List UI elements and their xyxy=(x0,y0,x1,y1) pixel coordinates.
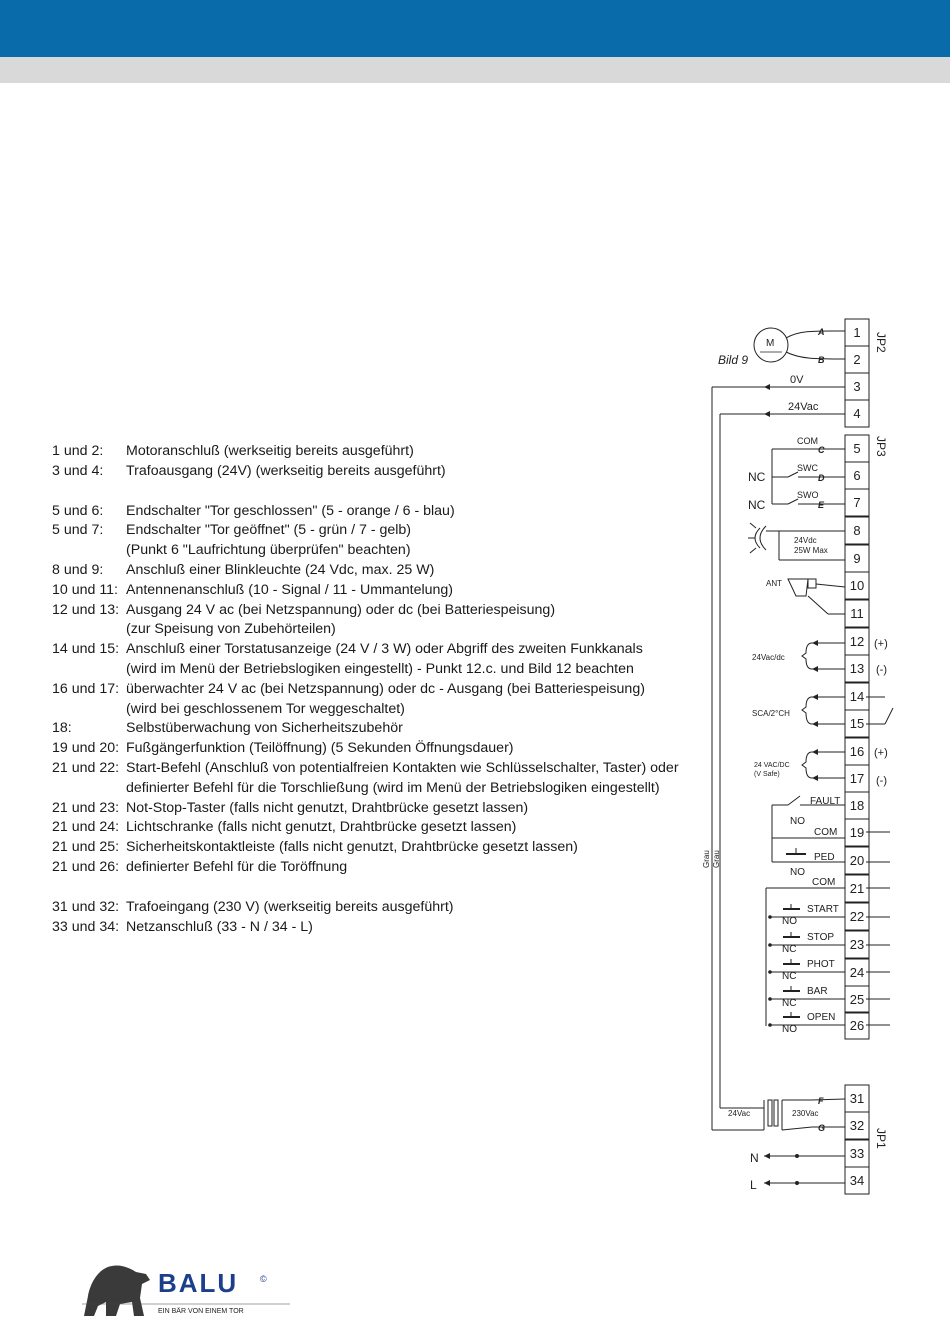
svg-text:PED: PED xyxy=(814,852,835,863)
svg-text:(+): (+) xyxy=(874,638,888,650)
terminal-number: 5 xyxy=(853,441,861,456)
legend-text: Not-Stop-Taster (falls nicht genutzt, Drahtbrücke gesetzt lassen) xyxy=(126,799,529,816)
wire-b: B xyxy=(818,355,825,365)
svg-text:SCA/2°CH: SCA/2°CH xyxy=(752,709,790,718)
terminal-number: 21 xyxy=(849,881,865,896)
legend-row xyxy=(52,818,692,838)
svg-text:M: M xyxy=(766,338,775,349)
wiring-diagram xyxy=(700,300,900,1200)
terminal-number: 19 xyxy=(849,825,865,840)
flashing-lamp xyxy=(748,523,845,560)
terminal-number: 2 xyxy=(853,352,861,367)
terminal-number: 18 xyxy=(849,798,865,813)
legend-row xyxy=(52,719,692,739)
terminal-number: 16 xyxy=(849,744,865,759)
legend-text: (zur Speisung von Zubehörteilen) xyxy=(126,621,336,638)
terminal-number: 24 xyxy=(849,965,865,980)
balu-logo xyxy=(80,1258,295,1318)
svg-text:(+): (+) xyxy=(874,747,888,759)
legend-text: (wird bei geschlossenem Tor weggeschaltet) xyxy=(126,700,405,717)
legend-key: 5 und 6: xyxy=(52,502,104,519)
terminal-number: 32 xyxy=(849,1118,865,1133)
contact-type-label: NC xyxy=(782,971,797,982)
mains-supply xyxy=(750,1151,845,1192)
accessory-output xyxy=(752,638,888,676)
open-label: OPEN xyxy=(807,1012,836,1023)
terminal-number: 23 xyxy=(849,937,865,952)
legend-key: 10 und 11: xyxy=(52,581,119,598)
svg-text:C: C xyxy=(818,445,825,455)
svg-text:D: D xyxy=(818,473,825,483)
legend-key: 21 und 25: xyxy=(52,839,120,856)
legend-text: (Punkt 6 "Laufrichtung überprüfen" beachten) xyxy=(126,542,411,559)
legend-row xyxy=(52,739,692,759)
bear-icon xyxy=(84,1265,150,1316)
svg-text:SWO: SWO xyxy=(797,490,819,500)
svg-text:COM: COM xyxy=(814,827,838,838)
legend-row xyxy=(52,442,692,462)
svg-text:COM: COM xyxy=(797,436,818,446)
legend-text: Sicherheitskontaktleiste (falls nicht genutzt, Drahtbrücke gesetzt lassen) xyxy=(126,839,578,856)
fault-ped-inputs xyxy=(772,796,890,878)
svg-text:F: F xyxy=(818,1096,824,1106)
antenna xyxy=(766,579,845,614)
svg-text:L: L xyxy=(750,1178,757,1192)
svg-text:NC: NC xyxy=(748,498,766,512)
motor-symbol xyxy=(754,327,845,365)
legend-row xyxy=(52,660,692,680)
legend-row xyxy=(52,640,692,660)
logo-copyright: © xyxy=(260,1274,267,1284)
legend-key: 8 und 9: xyxy=(52,561,104,578)
group-jp2: JP2 xyxy=(874,332,888,353)
legend-key: 16 und 17: xyxy=(52,680,120,697)
terminal-number: 12 xyxy=(849,634,865,649)
svg-text:NO: NO xyxy=(790,816,805,827)
legend-row xyxy=(52,680,692,700)
legend-key xyxy=(52,541,126,561)
svg-text:(-): (-) xyxy=(876,775,887,787)
legend-row xyxy=(52,502,692,522)
logo-brand: BALU xyxy=(158,1268,239,1298)
legend-text: Motoranschluß (werkseitig bereits ausgeführt) xyxy=(126,443,414,459)
svg-text:NO: NO xyxy=(790,867,805,878)
legend-text: Anschluß einer Torstatusanzeige (24 V / 3 W) oder Abgriff des zweiten Funkkanals xyxy=(126,641,643,658)
legend-text: Selbstüberwachung von Sicherheitszubehör xyxy=(126,720,403,737)
legend-text: Ausgang 24 V ac (bei Netzspannung) oder dc (bei Batteriespeisung) xyxy=(126,601,556,618)
terminal-number: 13 xyxy=(849,661,865,676)
legend-row xyxy=(52,898,692,918)
terminal-legend xyxy=(52,442,692,937)
legend-key: 21 und 24: xyxy=(52,819,120,836)
figure-label: Bild 9 xyxy=(718,353,749,367)
contact-type-label: NC xyxy=(782,998,797,1009)
legend-key: 21 und 26: xyxy=(52,858,120,875)
terminal-number: 3 xyxy=(853,379,861,394)
svg-text:24 VAC/DC: 24 VAC/DC xyxy=(754,762,790,769)
legend-key: 1 und 2: xyxy=(52,443,104,459)
command-inputs xyxy=(766,877,890,1035)
contact-type-label: NO xyxy=(782,916,797,927)
legend-row xyxy=(52,759,692,799)
terminal-number: 17 xyxy=(849,771,865,786)
svg-text:24Vdc: 24Vdc xyxy=(794,536,817,545)
terminal-number: 20 xyxy=(849,853,865,868)
terminal-number: 33 xyxy=(849,1146,865,1161)
gate-status-output xyxy=(752,694,893,727)
terminal-number: 22 xyxy=(849,909,865,924)
terminal-number: 11 xyxy=(850,606,864,621)
legend-row xyxy=(52,581,692,601)
svg-text:SWC: SWC xyxy=(797,463,818,473)
terminal-number: 15 xyxy=(849,716,865,731)
legend-key: 19 und 20: xyxy=(52,740,120,757)
legend-key: 18: xyxy=(52,720,72,737)
legend-row xyxy=(52,561,692,581)
contact-type-label: NC xyxy=(782,944,797,955)
legend-text: Trafoeingang (230 V) (werkseitig bereits ausgeführt) xyxy=(126,898,454,915)
legend-row xyxy=(52,918,692,938)
legend-text: Endschalter "Tor geschlossen" (5 - orange / 6 - blau) xyxy=(126,502,455,519)
legend-key: 12 und 13: xyxy=(52,601,120,618)
legend-text: Trafoausgang (24V) (werkseitig bereits ausgeführt) xyxy=(126,462,446,479)
svg-text:(V Safe): (V Safe) xyxy=(754,771,780,778)
svg-text:230Vac: 230Vac xyxy=(792,1109,819,1118)
svg-text:G: G xyxy=(818,1123,826,1133)
legend-key xyxy=(52,660,126,680)
legend-key: 5 und 7: xyxy=(52,522,104,539)
legend-text: Endschalter "Tor geöffnet" (5 - grün / 7 - gelb) xyxy=(126,522,412,539)
legend-key: 21 und 22: xyxy=(52,759,120,776)
legend-row xyxy=(52,838,692,858)
legend-key: 33 und 34: xyxy=(52,918,120,935)
legend-text: (wird im Menü der Betriebslogiken eingestellt) - Punkt 12.c. und Bild 12 beachten xyxy=(126,660,634,677)
legend-row xyxy=(52,601,692,621)
transformer xyxy=(712,1096,845,1133)
header-bar xyxy=(0,0,950,57)
legend-text: Netzanschluß (33 - N / 34 - L) xyxy=(126,918,313,935)
terminal-number: 10 xyxy=(849,578,865,593)
header-subbar xyxy=(0,57,950,83)
legend-text: Anschluß einer Blinkleuchte (24 Vdc, max. 25 W) xyxy=(126,561,435,578)
svg-text:ANT: ANT xyxy=(766,579,782,588)
legend-gap xyxy=(52,482,692,502)
svg-text:24Vac: 24Vac xyxy=(728,1109,751,1118)
com-label: COM xyxy=(812,877,836,888)
terminal-number: 9 xyxy=(853,551,861,566)
legend-text: Fußgängerfunktion (Teilöffnung) (5 Sekunden Öffnungsdauer) xyxy=(126,740,514,757)
legend-text: Antennenanschluß (10 - Signal / 11 - Ummantelung) xyxy=(126,581,454,598)
safe-output xyxy=(754,747,888,787)
svg-text:25W Max: 25W Max xyxy=(794,546,828,555)
label-grau-1: Grau xyxy=(702,850,711,868)
terminal-number: 31 xyxy=(849,1091,865,1106)
svg-text:FAULT: FAULT xyxy=(810,796,841,807)
terminal-number: 4 xyxy=(853,406,861,421)
legend-key xyxy=(52,700,126,720)
legend-row xyxy=(52,620,692,640)
terminal-number: 26 xyxy=(849,1018,865,1033)
phot-label: PHOT xyxy=(807,959,835,970)
stop-label: STOP xyxy=(807,932,835,943)
legend-key: 14 und 15: xyxy=(52,641,120,658)
legend-key: 3 und 4: xyxy=(52,462,104,479)
legend-key: 31 und 32: xyxy=(52,898,120,915)
svg-text:24Vac/dc: 24Vac/dc xyxy=(752,653,785,662)
legend-row xyxy=(52,521,692,541)
terminal-number: 8 xyxy=(853,523,861,538)
legend-key: 21 und 23: xyxy=(52,799,120,816)
legend-row xyxy=(52,858,692,878)
svg-text:N: N xyxy=(750,1151,759,1165)
label-grau-2: Grau xyxy=(712,850,721,868)
legend-row xyxy=(52,799,692,819)
group-jp1: JP1 xyxy=(874,1128,888,1149)
terminal-number: 1 xyxy=(853,325,861,340)
legend-row xyxy=(52,462,692,482)
bar-label: BAR xyxy=(807,986,828,997)
terminal-number: 7 xyxy=(853,495,861,510)
terminal-number: 14 xyxy=(849,689,865,704)
wire-a: A xyxy=(818,327,825,337)
terminal-number: 25 xyxy=(849,992,865,1007)
terminal-number: 6 xyxy=(853,468,861,483)
limit-switches xyxy=(748,436,845,512)
terminal-number: 34 xyxy=(849,1173,865,1188)
legend-key xyxy=(52,620,126,640)
svg-text:(-): (-) xyxy=(876,664,887,676)
legend-text: Lichtschranke (falls nicht genutzt, Drahtbrücke gesetzt lassen) xyxy=(126,819,517,836)
contact-type-label: NO xyxy=(782,1024,797,1035)
legend-row xyxy=(52,700,692,720)
legend-text: definierter Befehl für die Toröffnung xyxy=(126,858,348,875)
start-label: START xyxy=(807,904,839,915)
legend-gap xyxy=(52,878,692,898)
svg-text:E: E xyxy=(818,500,825,510)
group-jp3: JP3 xyxy=(874,436,888,457)
legend-text: Start-Befehl (Anschluß von potentialfreien Kontakten wie Schlüsselschalter, Taster) oder definierter Befehl für die Torschließung (wird im Menü der Betriebslogiken eingestellt) xyxy=(126,759,679,796)
legend-text: überwachter 24 V ac (bei Netzspannung) oder dc - Ausgang (bei Batteriespeisung) xyxy=(126,680,645,697)
label-24vac: 24Vac xyxy=(788,401,819,413)
logo-slogan: EIN BÄR VON EINEM TOR xyxy=(158,1308,244,1315)
legend-row xyxy=(52,541,692,561)
svg-text:NC: NC xyxy=(748,470,766,484)
label-0v: 0V xyxy=(790,374,804,386)
